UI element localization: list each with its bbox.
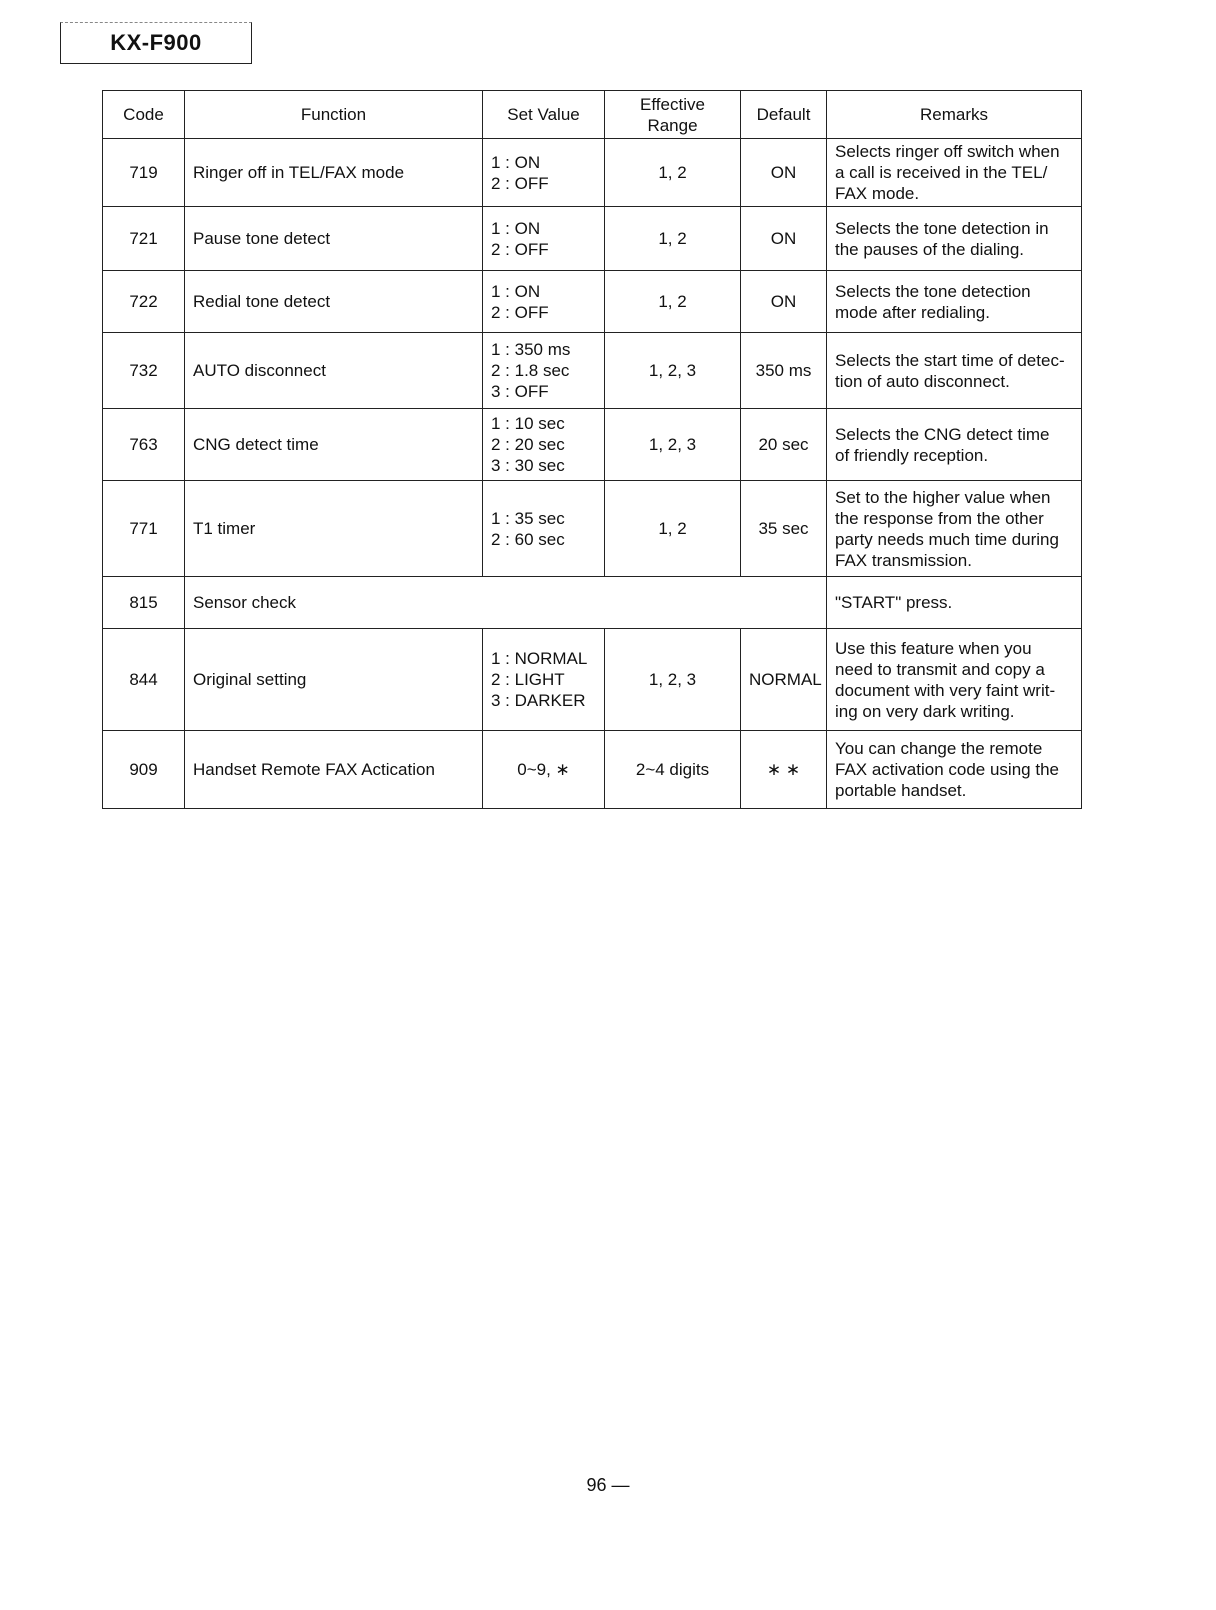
- function-cell: Handset Remote FAX Actication: [185, 731, 483, 809]
- remarks-line: FAX mode.: [835, 184, 920, 203]
- remarks-cell: [827, 139, 1082, 207]
- remarks-line: the response from the other: [835, 508, 1044, 528]
- remarks-line: Selects the tone detection: [835, 281, 1031, 301]
- remarks-line: Set to the higher value when: [835, 487, 1051, 507]
- set-value-cell: [483, 207, 605, 271]
- set-value-line: 3 : OFF: [491, 382, 549, 401]
- remarks-line: You can change the remote: [835, 739, 1043, 758]
- remarks-cell: [827, 207, 1082, 271]
- set-value-line: 1 : 350 ms: [491, 340, 571, 359]
- table-row: [103, 271, 1082, 333]
- set-value-line: 2 : OFF: [491, 302, 549, 322]
- remarks-line: a call is received in the TEL/: [835, 163, 1048, 182]
- column-header-effective-range: Effective Range: [605, 91, 741, 139]
- set-value-line: 1 : ON: [491, 281, 541, 301]
- set-value-line: 2 : OFF: [491, 173, 549, 193]
- table-row: [103, 139, 1082, 207]
- column-header-default: Default: [741, 91, 827, 139]
- default-cell: ON: [741, 207, 827, 271]
- page-number: [0, 1475, 1216, 1496]
- code-cell: 763: [103, 409, 185, 481]
- function-cell: Ringer off in TEL/FAX mode: [185, 139, 483, 207]
- remarks-line: portable handset.: [835, 781, 967, 800]
- range-cell: 1, 2, 3: [605, 333, 741, 409]
- page-number-dash: —: [606, 1475, 630, 1495]
- range-cell: 1, 2: [605, 271, 741, 333]
- remarks-cell: [827, 577, 1082, 629]
- remarks-cell: [827, 629, 1082, 731]
- table-row: [103, 731, 1082, 809]
- set-value-line: 2 : 1.8 sec: [491, 361, 570, 380]
- table-row: [103, 207, 1082, 271]
- remarks-line: Use this feature when you: [835, 638, 1032, 658]
- default-cell: 20 sec: [741, 409, 827, 481]
- remarks-line: ing on very dark writing.: [835, 701, 1015, 721]
- set-value-line: 0~9, ∗: [517, 760, 570, 779]
- function-cell: CNG detect time: [185, 409, 483, 481]
- code-cell: 844: [103, 629, 185, 731]
- code-cell: 719: [103, 139, 185, 207]
- remarks-cell: [827, 271, 1082, 333]
- set-value-cell: [483, 271, 605, 333]
- column-header-code: Code: [103, 91, 185, 139]
- range-cell: 1, 2: [605, 207, 741, 271]
- remarks-line: the pauses of the dialing.: [835, 239, 1025, 259]
- table-row: [103, 409, 1082, 481]
- range-cell: 1, 2: [605, 139, 741, 207]
- remarks-cell: [827, 481, 1082, 577]
- code-cell: 909: [103, 731, 185, 809]
- settings-table: [102, 90, 1082, 809]
- function-cell: Original setting: [185, 629, 483, 731]
- set-value-line: 1 : ON: [491, 218, 541, 238]
- column-header-remarks: Remarks: [827, 91, 1082, 139]
- set-value-cell: [483, 731, 605, 809]
- set-value-line: 1 : 35 sec: [491, 508, 565, 528]
- default-cell: ∗ ∗: [741, 731, 827, 809]
- column-header-set-value: Set Value: [483, 91, 605, 139]
- range-cell: 1, 2, 3: [605, 409, 741, 481]
- set-value-cell: [483, 139, 605, 207]
- table-row: [103, 629, 1082, 731]
- set-value-line: 2 : OFF: [491, 239, 549, 259]
- function-cell: AUTO disconnect: [185, 333, 483, 409]
- set-value-line: 3 : 30 sec: [491, 456, 565, 475]
- remarks-line: of friendly reception.: [835, 445, 989, 465]
- remarks-cell: [827, 409, 1082, 481]
- function-cell: Sensor check: [185, 577, 827, 629]
- set-value-line: 2 : 20 sec: [491, 435, 565, 454]
- code-cell: 732: [103, 333, 185, 409]
- function-cell: Pause tone detect: [185, 207, 483, 271]
- remarks-line: "START" press.: [835, 593, 953, 612]
- set-value-cell: [483, 481, 605, 577]
- table-row: [103, 333, 1082, 409]
- set-value-cell: [483, 333, 605, 409]
- default-cell: NORMAL: [741, 629, 827, 731]
- remarks-line: mode after redialing.: [835, 302, 990, 322]
- remarks-line: Selects the tone detection in: [835, 218, 1049, 238]
- remarks-line: tion of auto disconnect.: [835, 371, 1010, 391]
- default-cell: ON: [741, 139, 827, 207]
- remarks-cell: [827, 731, 1082, 809]
- remarks-cell: [827, 333, 1082, 409]
- remarks-line: Selects the CNG detect time: [835, 424, 1050, 444]
- remarks-line: need to transmit and copy a: [835, 659, 1045, 679]
- set-value-line: 3 : DARKER: [491, 691, 586, 710]
- function-cell: T1 timer: [185, 481, 483, 577]
- column-header-function: Function: [185, 91, 483, 139]
- range-cell: 1, 2: [605, 481, 741, 577]
- remarks-line: party needs much time during: [835, 529, 1059, 549]
- default-cell: ON: [741, 271, 827, 333]
- set-value-cell: [483, 409, 605, 481]
- set-value-cell: [483, 629, 605, 731]
- range-cell: 1, 2, 3: [605, 629, 741, 731]
- code-cell: 815: [103, 577, 185, 629]
- page-number-text: 96: [586, 1475, 607, 1495]
- function-cell: Redial tone detect: [185, 271, 483, 333]
- remarks-line: Selects the start time of detec-: [835, 350, 1065, 370]
- range-cell: 2~4 digits: [605, 731, 741, 809]
- set-value-line: 2 : LIGHT: [491, 670, 565, 689]
- default-cell: 35 sec: [741, 481, 827, 577]
- set-value-line: 1 : 10 sec: [491, 414, 565, 433]
- code-cell: 771: [103, 481, 185, 577]
- code-cell: 721: [103, 207, 185, 271]
- code-cell: 722: [103, 271, 185, 333]
- set-value-line: 1 : ON: [491, 152, 541, 172]
- table-row: [103, 577, 1082, 629]
- remarks-line: document with very faint writ-: [835, 680, 1056, 700]
- set-value-line: 1 : NORMAL: [491, 649, 588, 668]
- remarks-line: FAX activation code using the: [835, 760, 1059, 779]
- model-label: KX-F900: [60, 22, 252, 64]
- remarks-line: Selects ringer off switch when: [835, 142, 1060, 161]
- remarks-line: FAX transmission.: [835, 550, 972, 570]
- table-header-row: [103, 91, 1082, 139]
- default-cell: 350 ms: [741, 333, 827, 409]
- table-row: [103, 481, 1082, 577]
- set-value-line: 2 : 60 sec: [491, 529, 565, 549]
